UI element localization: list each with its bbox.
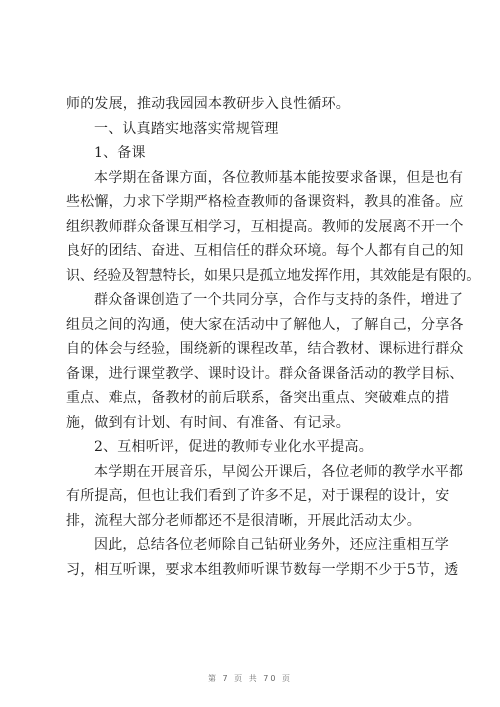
paragraph xyxy=(66,435,436,460)
document-body xyxy=(66,92,480,582)
text-line: 重点、难点，备教材的前后联系，备突出重点、突破难点的措 xyxy=(66,390,450,406)
paragraph xyxy=(66,92,436,117)
text-line: 本学期在开展音乐，早阅公开课后，各位老师的教学水平都 xyxy=(94,463,464,480)
text-line: 些松懈，力求下学期严格检查教师的备课资料，教具的准备。应 xyxy=(66,194,464,210)
text-line: 备课，进行课堂教学、课时设计。群众备课备活动的教学目标、 xyxy=(66,365,464,382)
section-heading: 一、认真踏实地落实常规管理 xyxy=(94,120,279,137)
text-line: 习，相互听课，要求本组教师听课节数每一学期不少于5节，透 xyxy=(66,561,459,578)
text-line: 本学期在备课方面，各位教师基本能按要求备课，但是也有 xyxy=(94,169,464,186)
paragraph xyxy=(66,141,436,166)
page-number-footer: 第 7 页 共 70 页 xyxy=(208,674,292,683)
paragraph xyxy=(66,460,464,534)
text-line: 识、经验及智慧特长，如果只是孤立地发挥作用，其效能是有限的。 xyxy=(66,267,480,284)
subsection-heading: 2、互相听评，促进的教师专业化水平提高。 xyxy=(94,439,373,455)
text-line: 因此，总结各位老师除自己钻研业务外，还应注重相互学 xyxy=(94,537,449,553)
text-line: 自的体会与经验，围绕新的课程改革，结合教材、课标进行群众 xyxy=(66,341,464,357)
text-line: 施，做到有计划、有时间、有准备、有记录。 xyxy=(66,414,350,431)
subsection-heading: 1、备课 xyxy=(94,145,146,161)
text-line: 排，流程大部分老师都还不是很清晰，开展此活动太少。 xyxy=(66,512,421,529)
text-line: 群众备课创造了一个共同分享，合作与支持的条件，增进了 xyxy=(94,292,464,308)
text-line: 组织教师群众备课互相学习，互相提高。教师的发展离不开一个 xyxy=(66,218,464,235)
paragraph xyxy=(66,533,459,582)
text-line: 师的发展，推动我园园本教研步入良性循环。 xyxy=(66,96,350,112)
text-line: 有所提高，但也让我们看到了许多不足，对于课程的设计，安 xyxy=(66,488,450,504)
text-line: 良好的团结、奋进、互相信任的群众环境。每个人都有自己的知 xyxy=(66,243,464,259)
paragraph xyxy=(66,117,436,142)
text-line: 组员之间的沟通，使大家在活动中了解他人，了解自己，分享各 xyxy=(66,316,464,333)
paragraph xyxy=(66,166,480,436)
